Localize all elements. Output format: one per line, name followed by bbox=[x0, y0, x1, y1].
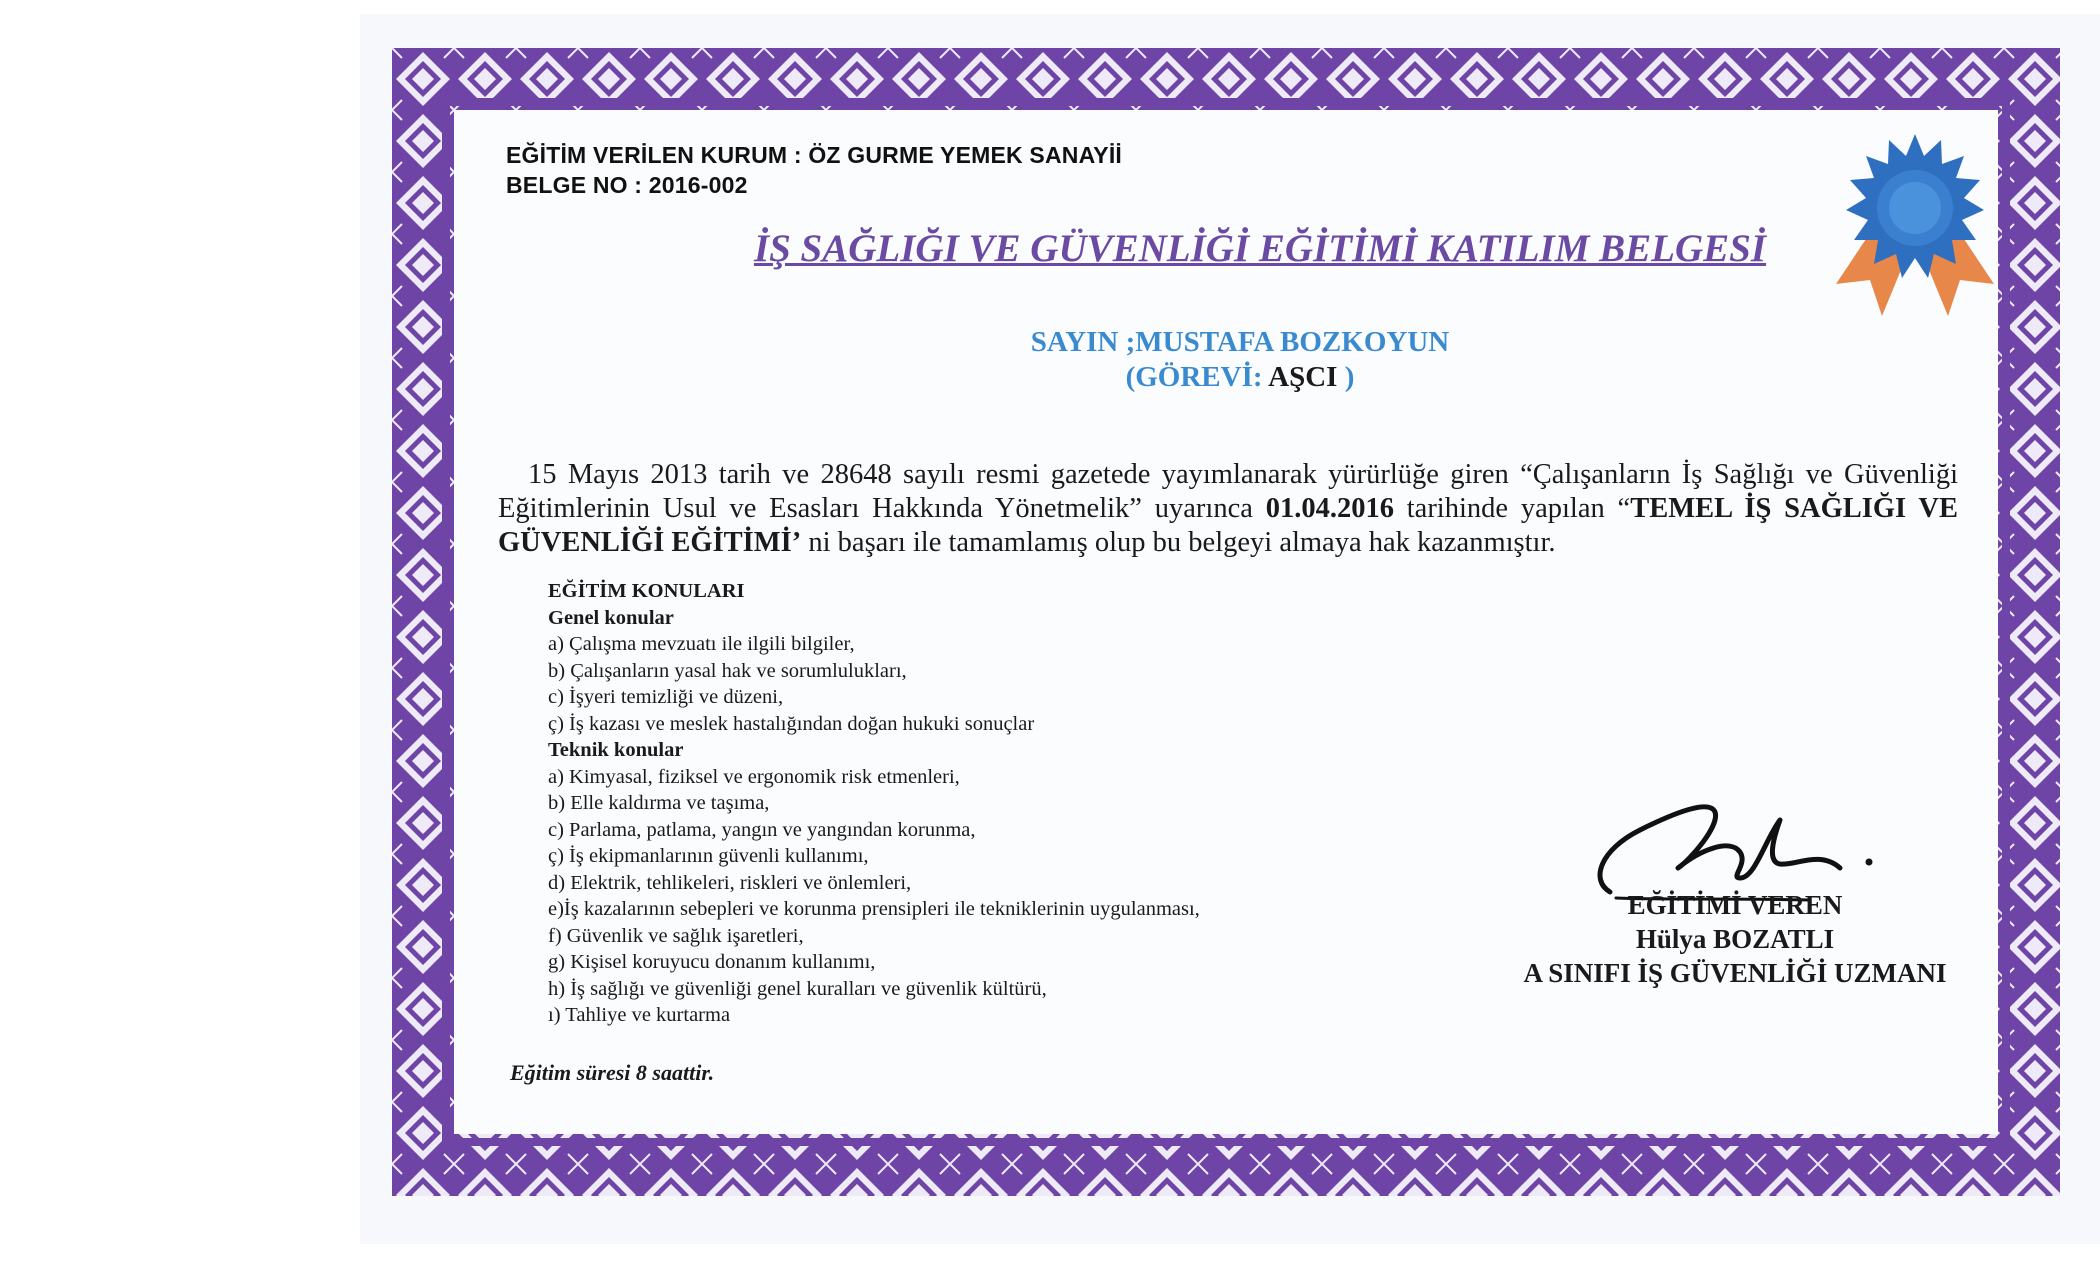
signer-name: Hülya BOZATLI bbox=[1635, 924, 1835, 954]
statement-part-2: tarihinde yapılan “ bbox=[1393, 493, 1631, 524]
technical-topics-heading: Teknik konular bbox=[548, 739, 684, 761]
signer-block bbox=[1480, 888, 1990, 990]
document-number: BELGE NO : 2016-002 bbox=[506, 172, 748, 198]
list-item: a) Kimyasal, fiziksel ve ergonomik risk etmenleri, bbox=[548, 765, 960, 788]
signer-label: EĞİTİMİ VEREN bbox=[1627, 890, 1843, 920]
rosette-seal-icon bbox=[1830, 126, 2000, 331]
certificate-statement bbox=[498, 458, 1958, 560]
list-item: c) Parlama, patlama, yangın ve yangından korunma, bbox=[548, 818, 976, 841]
role-label-open: (GÖREVİ: bbox=[1125, 361, 1269, 393]
list-item: h) İş sağlığı ve güvenliği genel kuralları ve güvenlik kültürü, bbox=[548, 977, 1047, 1000]
recipient-name: SAYIN ;MUSTAFA BOZKOYUN bbox=[1030, 326, 1450, 358]
list-item: a) Çalışma mevzuatı ile ilgili bilgiler, bbox=[548, 633, 855, 655]
training-topics bbox=[548, 578, 1200, 1029]
role-label-close: ) bbox=[1337, 361, 1355, 393]
list-item: e)İş kazalarının sebepleri ve korunma prensipleri ile tekniklerinin uygulanması, bbox=[548, 898, 1200, 920]
statement-part-3: ni başarı ile tamamlamış olup bu belgeyi almaya hak kazanmıştır. bbox=[801, 527, 1556, 558]
role-value: AŞCI bbox=[1268, 361, 1338, 393]
list-item: c) İşyeri temizliği ve düzeni, bbox=[548, 686, 784, 708]
institution-line: EĞİTİM VERİLEN KURUM : ÖZ GURME YEMEK SANAYİİ bbox=[506, 142, 1122, 168]
training-duration: Eğitim süresi 8 saattir. bbox=[510, 1060, 715, 1085]
list-item: d) Elektrik, tehlikeleri, riskleri ve önlemleri, bbox=[548, 871, 912, 894]
course-name: TEMEL İŞ SAĞLIĞI VE GÜVENLİĞİ EĞİTİMİ’ bbox=[498, 493, 1958, 558]
list-item: ç) İş ekipmanlarının güvenli kullanımı, bbox=[548, 845, 869, 867]
list-item: b) Elle kaldırma ve taşıma, bbox=[548, 792, 770, 814]
signer-title: A SINIFI İŞ GÜVENLİĞİ UZMANI bbox=[1523, 958, 1947, 988]
training-date: 01.04.2016 bbox=[1265, 493, 1394, 524]
list-item: ı) Tahliye ve kurtarma bbox=[548, 1004, 731, 1026]
list-item: b) Çalışanların yasal hak ve sorumlulukları, bbox=[548, 659, 907, 682]
list-item: g) Kişisel koruyucu donanım kullanımı, bbox=[548, 951, 876, 973]
general-topics-heading: Genel konular bbox=[548, 606, 674, 629]
recipient-role bbox=[0, 361, 2100, 394]
certificate-title: İŞ SAĞLIĞI VE GÜVENLİĞİ EĞİTİMİ KATILIM BELGESİ bbox=[753, 227, 1767, 270]
list-item: f) Güvenlik ve sağlık işaretleri, bbox=[548, 924, 804, 947]
list-item: ç) İş kazası ve meslek hastalığından doğan hukuki sonuçlar bbox=[548, 712, 1035, 735]
statement-part-1: 15 Mayıs 2013 tarih ve 28648 sayılı resmi gazetede yayımlanarak yürürlüğe giren “Çalışanların İş Sağlığı ve Güvenliği Eğitimlerinin Usul ve Esasları Hakkında Yönetmelik” uyarınca bbox=[498, 459, 1958, 524]
topics-heading: EĞİTİM KONULARI bbox=[548, 580, 745, 602]
